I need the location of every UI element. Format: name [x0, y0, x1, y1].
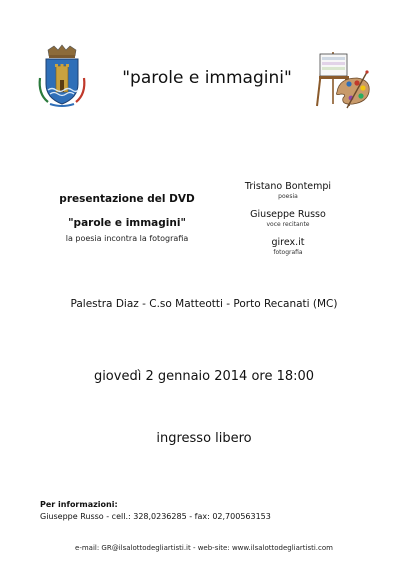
credit-name: Giuseppe Russo: [250, 209, 326, 220]
event-datetime: giovedì 2 gennaio 2014 ore 18:00: [93, 369, 315, 384]
credits-block: [228, 181, 348, 265]
credit-name: Tristano Bontempi: [244, 181, 332, 192]
dvd-title: "parole e immagini": [68, 217, 186, 229]
contact-heading: Per informazioni:: [40, 500, 118, 509]
credit-name: girex.it: [271, 237, 305, 248]
credit-role: voce recitante: [266, 221, 310, 228]
dvd-presentation-block: [32, 193, 222, 243]
credit-role: poesia: [278, 193, 298, 200]
footer-contacts: e-mail: GR@ilsalottodegliartisti.it - web-site: www.ilsalottodegliartisti.com: [75, 544, 333, 552]
contact-details: Giuseppe Russo - cell.: 328,0236285 - fax: 02,700563153: [40, 512, 271, 521]
contact-info: [40, 500, 271, 521]
dvd-subtitle: la poesia incontra la fotografia: [65, 234, 189, 243]
credit-item: [228, 237, 348, 256]
venue-address: Palestra Diaz - C.so Matteotti - Porto Recanati (MC): [70, 298, 338, 310]
dvd-heading: presentazione del DVD: [59, 193, 195, 205]
entry-note: ingresso libero: [156, 431, 252, 446]
credit-item: [228, 209, 348, 228]
event-title: "parole e immagini": [122, 68, 292, 88]
credit-item: [228, 181, 348, 200]
credit-role: fotografia: [273, 249, 303, 256]
